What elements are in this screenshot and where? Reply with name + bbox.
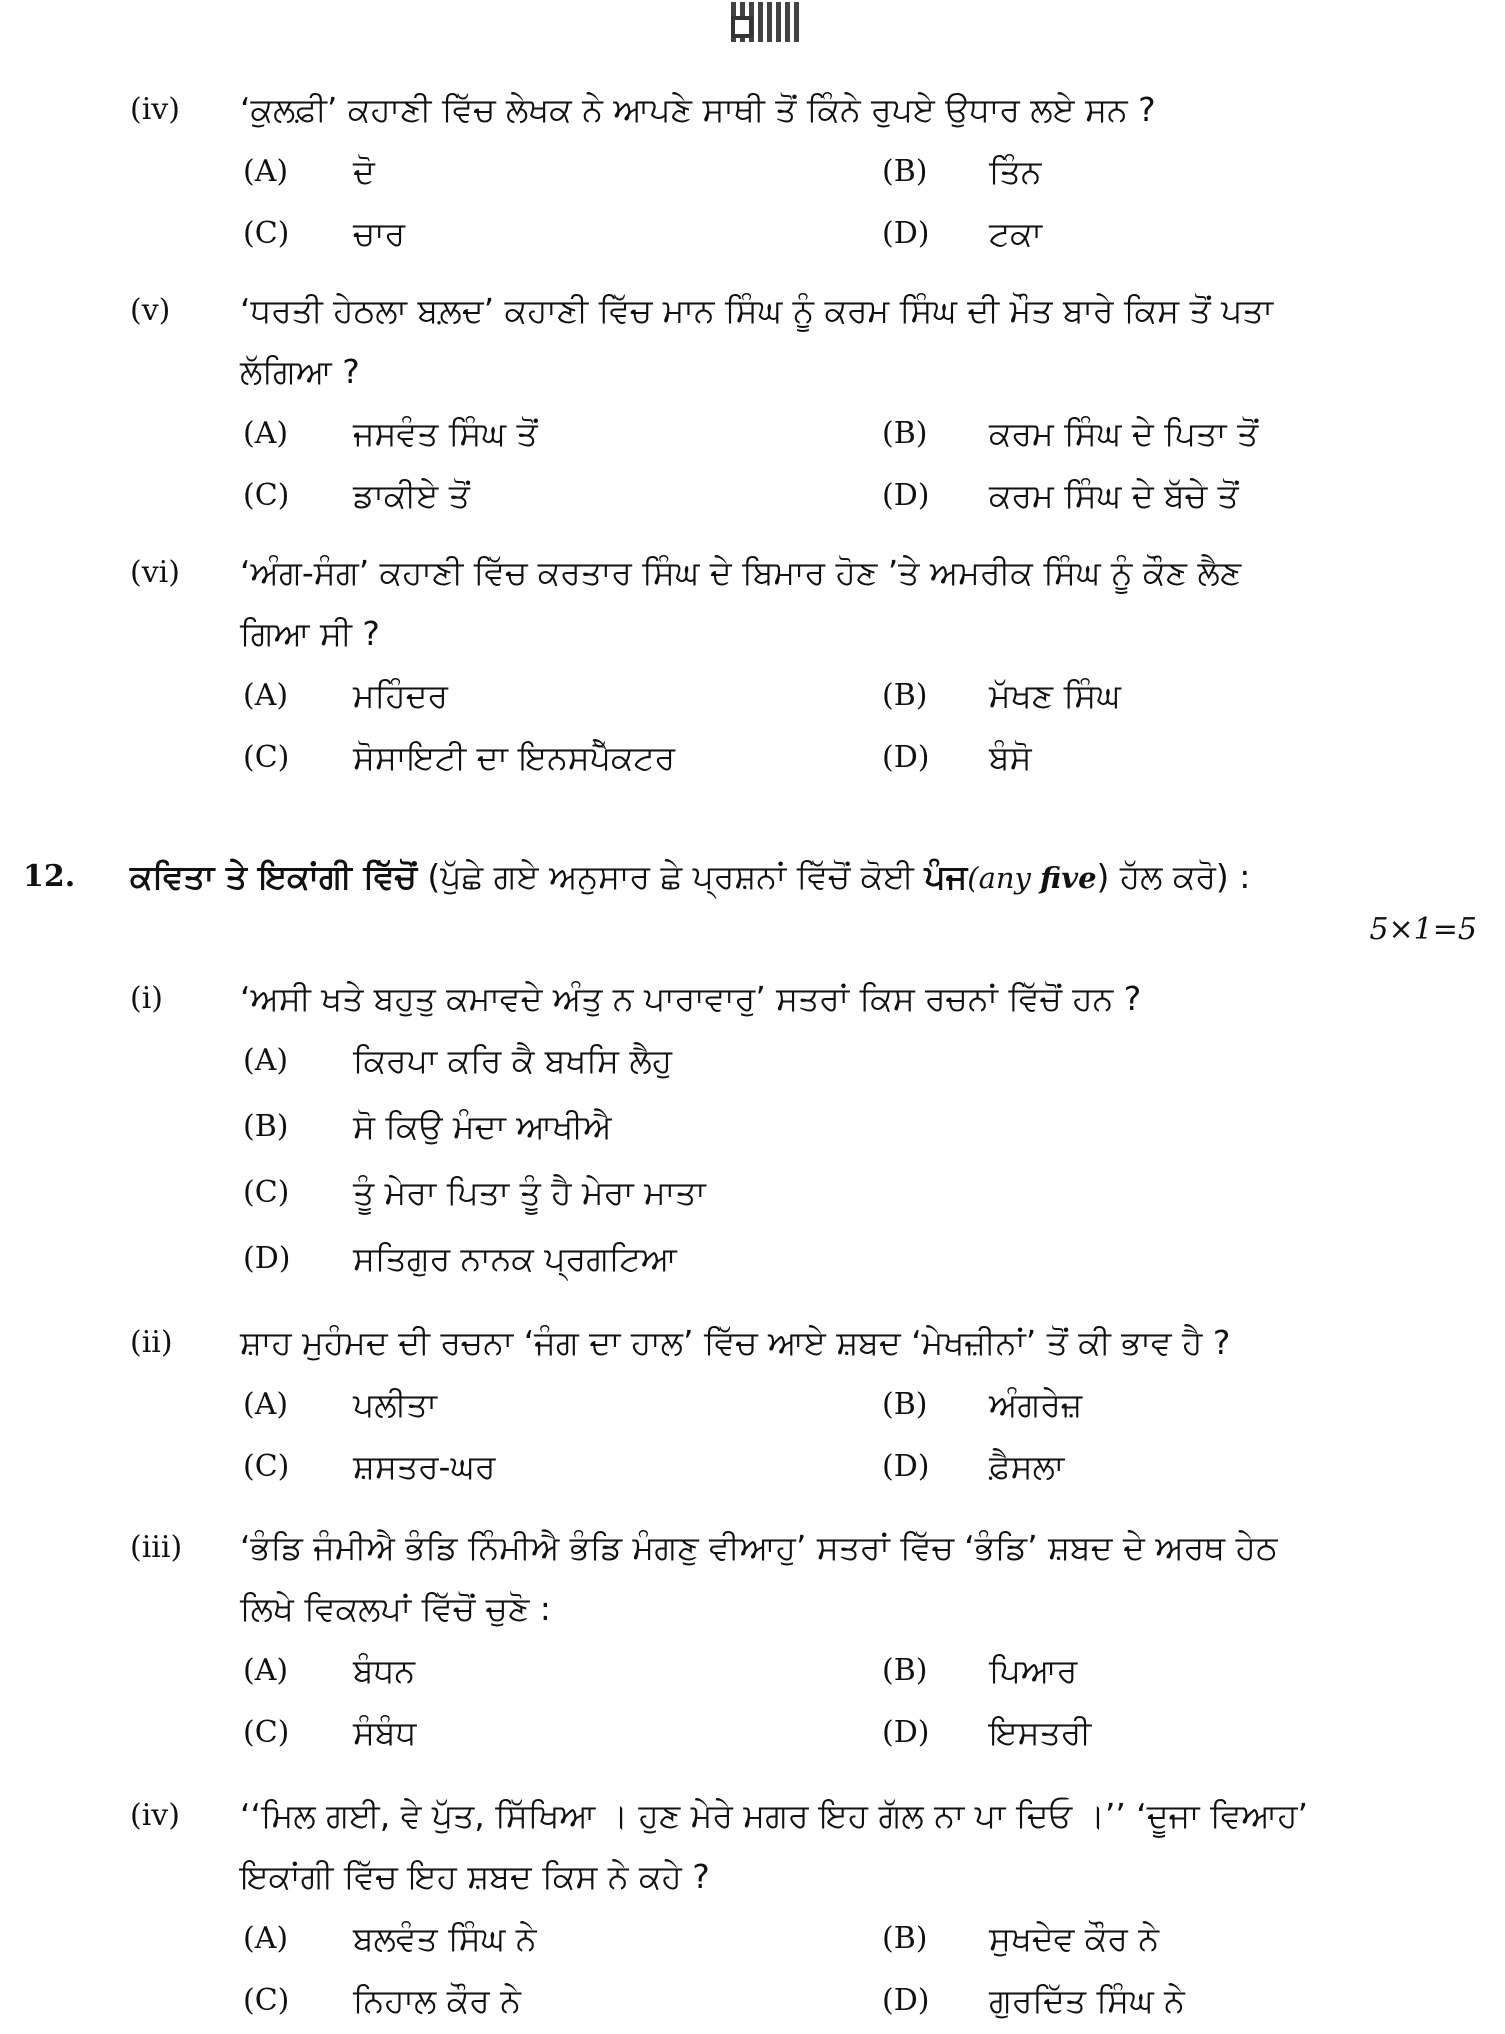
option-b: ਮੱਖਣ ਸਿੰਘ	[989, 676, 1121, 715]
option-label-d: (D)	[882, 1983, 930, 2018]
marks-allocation: 5×1=5	[1369, 912, 1477, 947]
option-label-a: (A)	[243, 416, 289, 451]
question-12-number: 12.	[23, 859, 76, 894]
option-d: ਕਰਮ ਸਿੰਘ ਦੇ ਬੱਚੇ ਤੋਂ	[989, 476, 1239, 515]
option-d: ਇਸਤਰੀ	[989, 1713, 1092, 1752]
option-label-c: (C)	[243, 478, 290, 513]
option-c: ਨਿਹਾਲ ਕੌਰ ਨੇ	[353, 1981, 521, 2020]
option-c: ਡਾਕੀਏ ਤੋਂ	[353, 476, 470, 515]
option-label-a: (A)	[243, 154, 289, 189]
option-d: ਸਤਿਗੁਰ ਨਾਨਕ ਪ੍ਰਗਟਿਆ	[353, 1239, 677, 1278]
option-d: ਫ਼ੈਸਲਾ	[989, 1447, 1065, 1486]
option-label-b: (B)	[882, 154, 928, 189]
question-text: ਲਿਖੇ ਵਿਕਲਪਾਂ ਵਿੱਚੋਂ ਚੁਣੋ :	[240, 1589, 551, 1628]
title-part-title-five: five	[1040, 861, 1097, 895]
option-label-d: (D)	[243, 1241, 291, 1276]
question-text: ਸ਼ਾਹ ਮੁਹੰਮਦ ਦੀ ਰਚਨਾ ‘ਜੰਗ ਦਾ ਹਾਲ’ ਵਿੱਚ ਆਏ ਸ਼ਬਦ ‘ਮੇਖਜ਼ੀਨਾਂ’ ਤੋਂ ਕੀ ਭਾਵ ਹੈ ?	[240, 1323, 1231, 1362]
question-number: (vi)	[130, 555, 180, 590]
question-number: (v)	[130, 293, 171, 328]
option-a: ਕਿਰਪਾ ਕਰਿ ਕੈ ਬਖਸਿ ਲੈਹੁ	[353, 1041, 673, 1080]
option-a: ਜਸਵੰਤ ਸਿੰਘ ਤੋਂ	[353, 414, 538, 453]
question-number: (iv)	[130, 1798, 180, 1833]
question-text: ‘ਭੰਡਿ ਜੰਮੀਐ ਭੰਡਿ ਨਿੰਮੀਐ ਭੰਡਿ ਮੰਗਣੁ ਵੀਆਹੁ’ ਸਤਰਾਂ ਵਿੱਚ ‘ਭੰਡਿ’ ਸ਼ਬਦ ਦੇ ਅਰਥ ਹੇਠ	[240, 1528, 1278, 1567]
option-label-c: (C)	[243, 216, 290, 251]
option-label-b: (B)	[243, 1109, 289, 1144]
option-b: ਪਿਆਰ	[989, 1651, 1078, 1690]
option-c: ਚਾਰ	[353, 214, 406, 253]
question-text: ਗਿਆ ਸੀ ?	[240, 614, 380, 653]
option-label-b: (B)	[882, 1653, 928, 1688]
option-label-c: (C)	[243, 740, 290, 775]
question-text: ‘ਕੁਲਫ਼ੀ’ ਕਹਾਣੀ ਵਿੱਚ ਲੇਖਕ ਨੇ ਆਪਣੇ ਸਾਥੀ ਤੋਂ ਕਿੰਨੇ ਰੁਪਏ ਉਧਾਰ ਲਏ ਸਨ ?	[240, 90, 1156, 129]
option-a: ਬਲਵੰਤ ਸਿੰਘ ਨੇ	[353, 1919, 537, 1958]
option-a: ਮਹਿੰਦਰ	[353, 676, 448, 715]
title-part-title-bold: ਕਵਿਤਾ ਤੇ ਇਕਾਂਗੀ ਵਿੱਚੋਂ	[130, 857, 417, 896]
question-text: ‘ਧਰਤੀ ਹੇਠਲਾ ਬਲ਼ਦ’ ਕਹਾਣੀ ਵਿੱਚ ਮਾਨ ਸਿੰਘ ਨੂੰ ਕਰਮ ਸਿੰਘ ਦੀ ਮੌਤ ਬਾਰੇ ਕਿਸ ਤੋਂ ਪਤਾ	[240, 291, 1274, 330]
option-label-b: (B)	[882, 1387, 928, 1422]
option-c: ਸੰਬੰਧ	[353, 1713, 417, 1752]
question-number: (iii)	[130, 1530, 183, 1565]
option-label-c: (C)	[243, 1983, 290, 2018]
option-label-c: (C)	[243, 1175, 290, 1210]
option-label-d: (D)	[882, 216, 930, 251]
title-part-title-bold2: ਪੰਜ	[924, 857, 968, 896]
option-b: ਕਰਮ ਸਿੰਘ ਦੇ ਪਿਤਾ ਤੋਂ	[989, 414, 1259, 453]
question-text: ਇਕਾਂਗੀ ਵਿੱਚ ਇਹ ਸ਼ਬਦ ਕਿਸ ਨੇ ਕਹੇ ?	[240, 1857, 710, 1896]
option-label-d: (D)	[882, 478, 930, 513]
option-d: ਟਕਾ	[989, 214, 1043, 253]
qr-code	[731, 2, 801, 42]
question-text: ‘ਅੰਗ-ਸੰਗ’ ਕਹਾਣੀ ਵਿੱਚ ਕਰਤਾਰ ਸਿੰਘ ਦੇ ਬਿਮਾਰ ਹੋਣ ’ਤੇ ਅਮਰੀਕ ਸਿੰਘ ਨੂੰ ਕੌਣ ਲੈਣ	[240, 553, 1242, 592]
question-number: (i)	[130, 981, 164, 1016]
option-c: ਤੂੰ ਮੇਰਾ ਪਿਤਾ ਤੂੰ ਹੈ ਮੇਰਾ ਮਾਤਾ	[353, 1173, 706, 1212]
option-label-a: (A)	[243, 1387, 289, 1422]
title-part-title-any: (any	[967, 861, 1041, 895]
option-b: ਸੋ ਕਿਉ ਮੰਦਾ ਆਖੀਐ	[353, 1107, 612, 1146]
option-d: ਬੰਸੋ	[989, 738, 1032, 777]
option-a: ਪਲੀਤਾ	[353, 1385, 438, 1424]
option-label-b: (B)	[882, 678, 928, 713]
option-d: ਗੁਰਦਿੱਤ ਸਿੰਘ ਨੇ	[989, 1981, 1185, 2020]
option-label-b: (B)	[882, 1921, 928, 1956]
option-label-a: (A)	[243, 1043, 289, 1078]
option-c: ਸ਼ਸਤਰ-ਘਰ	[353, 1447, 496, 1486]
question-number: (iv)	[130, 92, 180, 127]
option-label-c: (C)	[243, 1715, 290, 1750]
option-label-a: (A)	[243, 1653, 289, 1688]
option-label-a: (A)	[243, 1921, 289, 1956]
option-label-d: (D)	[882, 1715, 930, 1750]
option-label-d: (D)	[882, 740, 930, 775]
question-text: ‘ਅਸੀ ਖਤੇ ਬਹੁਤੁ ਕਮਾਵਦੇ ਅੰਤੁ ਨ ਪਾਰਾਵਾਰੁ’ ਸਤਰਾਂ ਕਿਸ ਰਚਨਾਂ ਵਿੱਚੋਂ ਹਨ ?	[240, 979, 1142, 1018]
question-12-title	[130, 857, 1250, 898]
option-label-d: (D)	[882, 1449, 930, 1484]
option-b: ਅੰਗਰੇਜ਼	[989, 1385, 1083, 1424]
title-part-title-rest2: ) ਹੱਲ ਕਰੋ) :	[1096, 857, 1251, 896]
question-number: (ii)	[130, 1325, 173, 1360]
question-text: ‘‘ਮਿਲ ਗਈ, ਵੇ ਪੁੱਤ, ਸਿੱਖਿਆ । ਹੁਣ ਮੇਰੇ ਮਗਰ ਇਹ ਗੱਲ ਨਾ ਪਾ ਦਿਓ ।’’ ‘ਦੂਜਾ ਵਿਆਹ’	[240, 1796, 1309, 1835]
question-text: ਲੱਗਿਆ ?	[240, 352, 360, 391]
option-label-a: (A)	[243, 678, 289, 713]
option-label-c: (C)	[243, 1449, 290, 1484]
option-label-b: (B)	[882, 416, 928, 451]
option-a: ਬੰਧਨ	[353, 1651, 416, 1690]
option-b: ਸੁਖਦੇਵ ਕੌਰ ਨੇ	[989, 1919, 1159, 1958]
title-part-title-rest1: (ਪੁੱਛੇ ਗਏ ਅਨੁਸਾਰ ਛੇ ਪ੍ਰਸ਼ਨਾਂ ਵਿੱਚੋਂ ਕੋਈ	[416, 857, 925, 896]
option-c: ਸੋਸਾਇਟੀ ਦਾ ਇਨਸਪੈੱਕਟਰ	[353, 738, 676, 777]
option-a: ਦੋ	[353, 152, 375, 191]
option-b: ਤਿੰਨ	[989, 152, 1042, 191]
